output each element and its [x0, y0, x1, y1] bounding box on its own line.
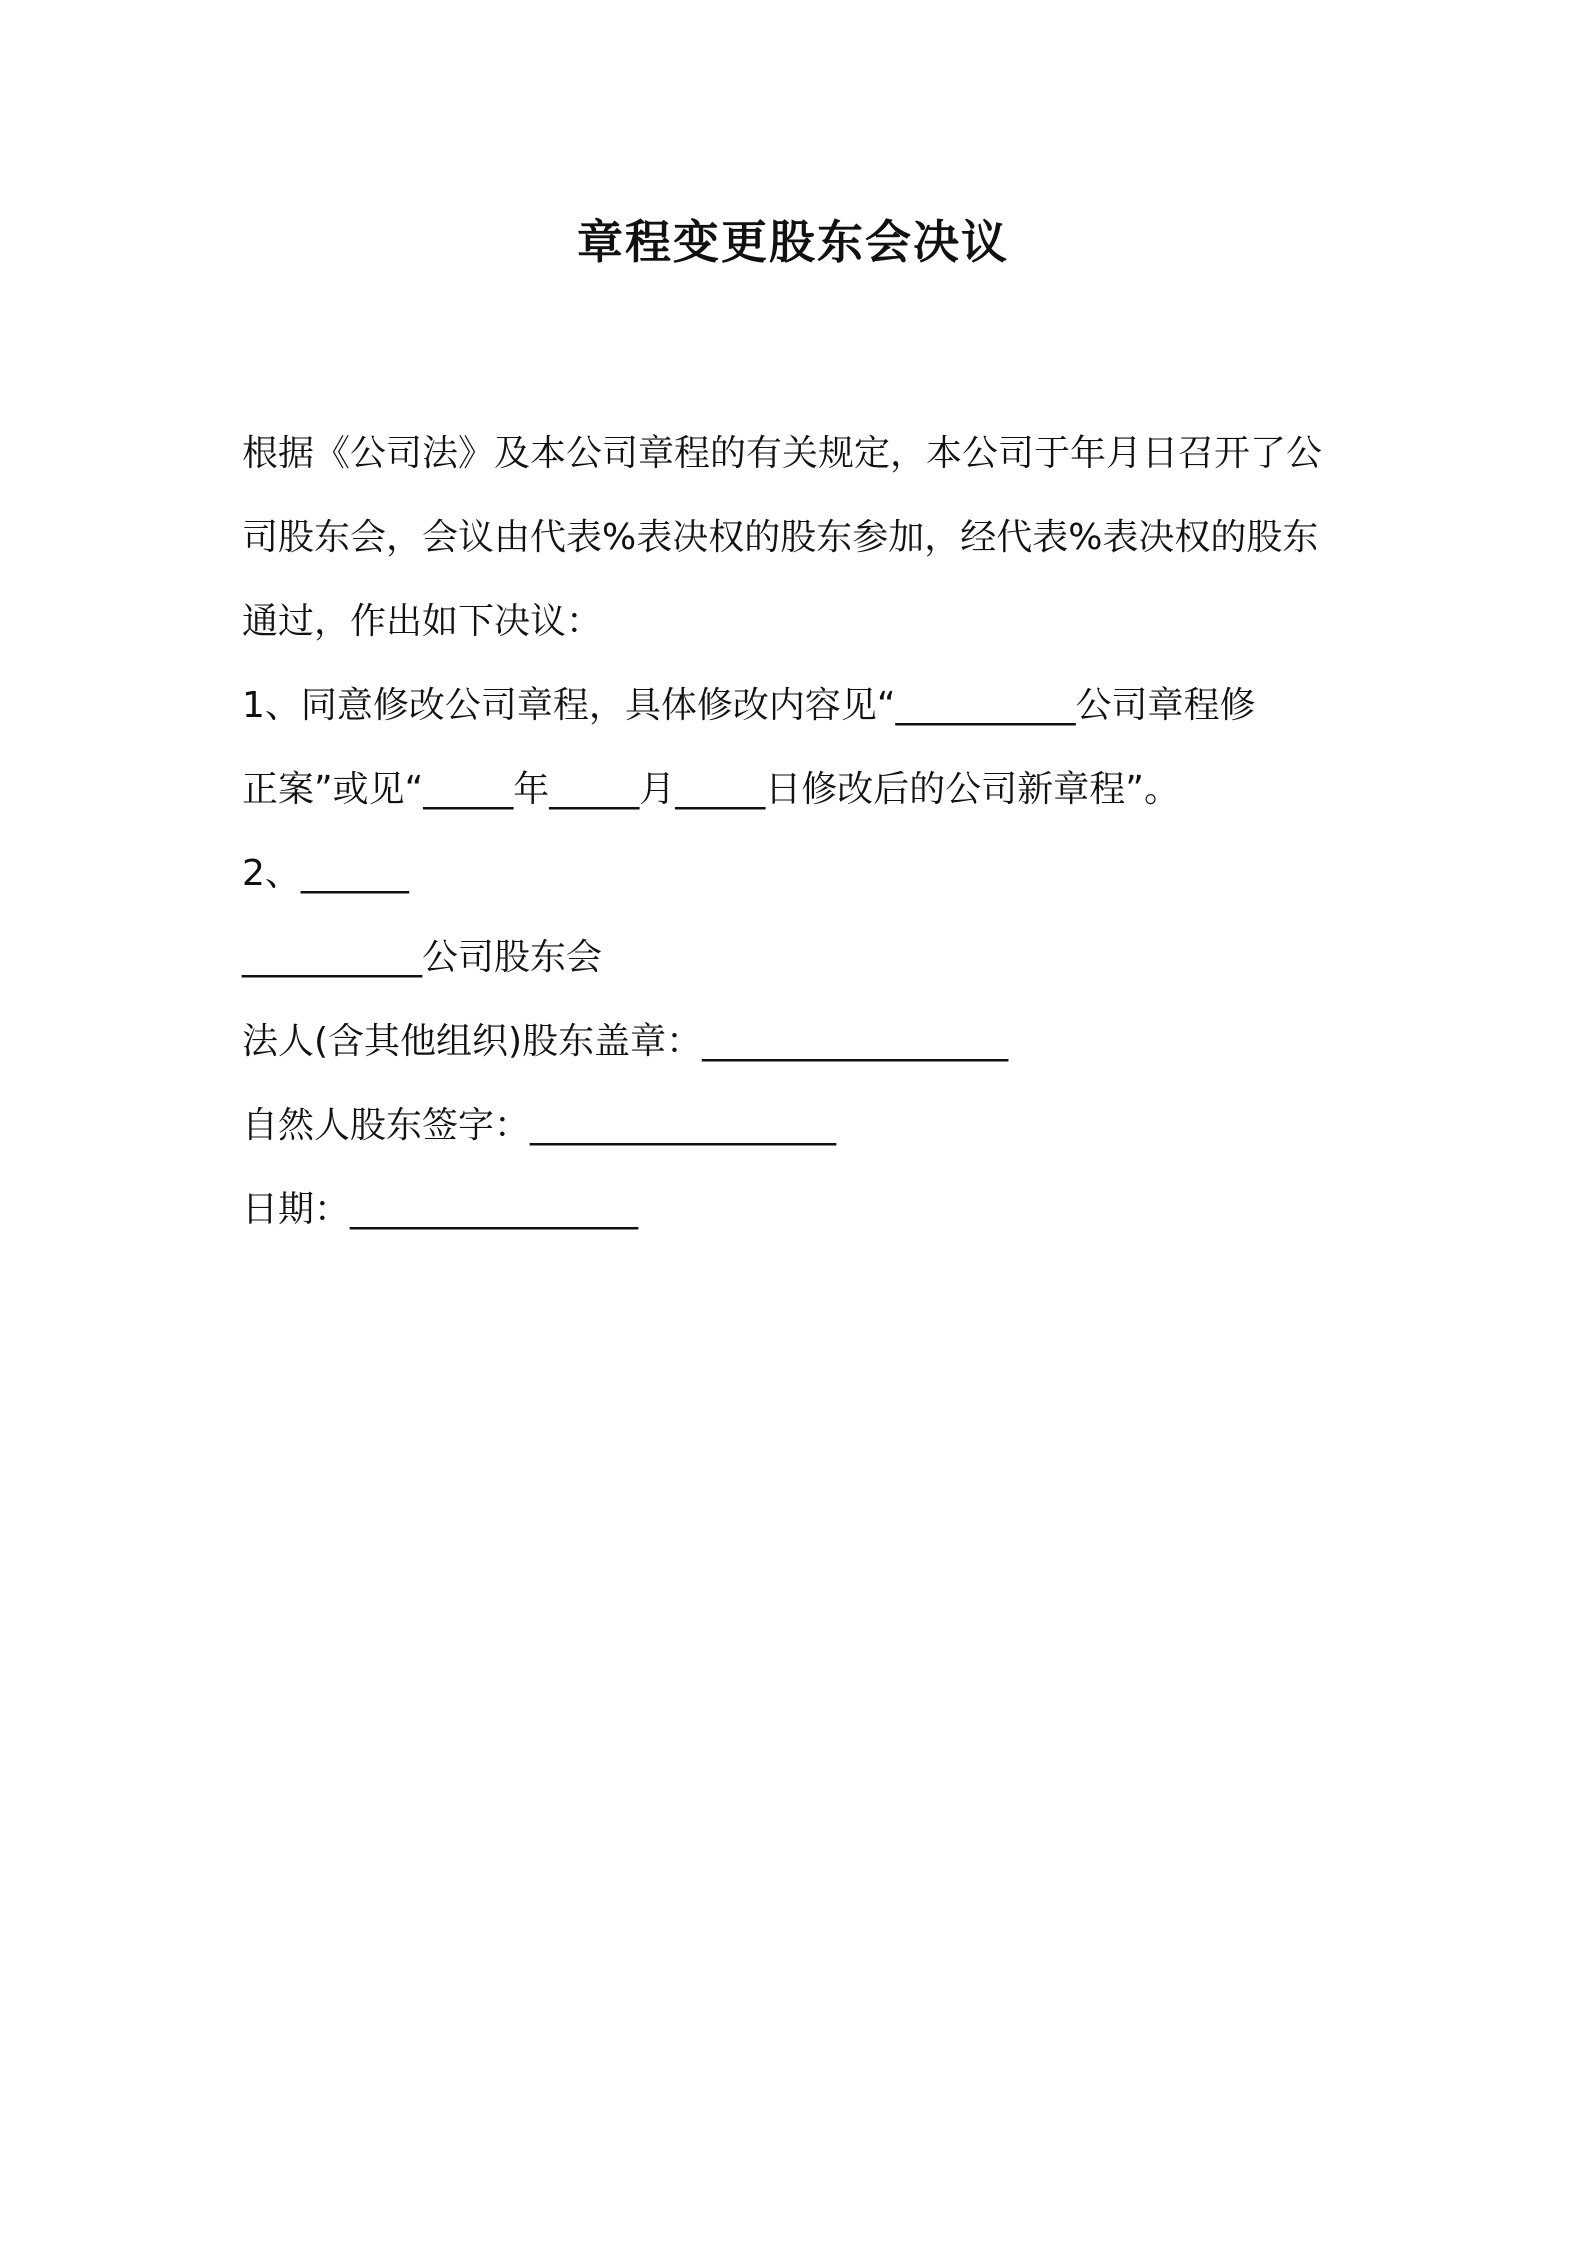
legal-shareholder-seal-line: 法人(含其他组织)股东盖章：_________________	[242, 1021, 1009, 1062]
document-body	[242, 412, 1362, 1252]
company-shareholders-meeting: __________公司股东会	[242, 937, 603, 978]
natural-shareholder-signature-line: 自然人股东签字：_________________	[242, 1105, 837, 1146]
date-line: 日期：________________	[242, 1189, 639, 1230]
resolution-item-2: 2、______	[242, 853, 409, 894]
document-title: 章程变更股东会决议	[577, 215, 1009, 269]
paragraph-line-3: 通过，作出如下决议：	[242, 601, 603, 642]
resolution-item-1-line-1: 1、同意修改公司章程，具体修改内容见“__________公司章程修	[242, 685, 1256, 726]
resolution-item-1-line-2: 正案”或见“_____年_____月_____日修改后的公司新章程”。	[242, 769, 1180, 810]
paragraph-line-1: 根据《公司法》及本公司章程的有关规定，本公司于年月日召开了公	[242, 433, 1323, 474]
paragraph-line-2: 司股东会，会议由代表%表决权的股东参加，经代表%表决权的股东	[242, 517, 1319, 558]
